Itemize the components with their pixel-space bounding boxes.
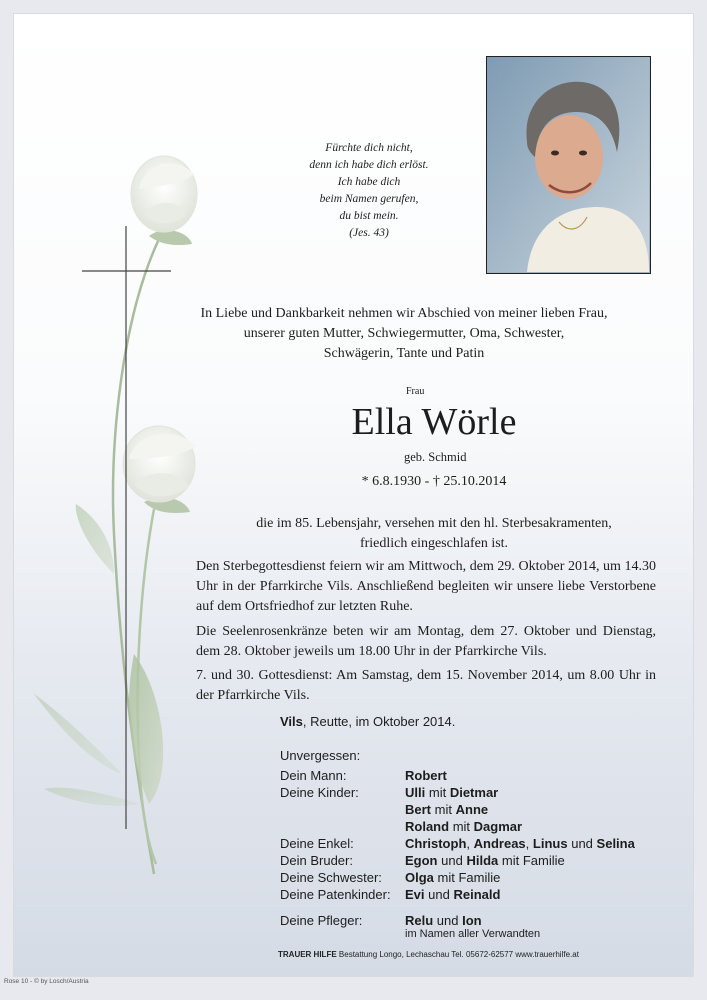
passing-line: die im 85. Lebensjahr, versehen mit den hl. Sterbesakramenten, [256, 516, 612, 531]
mourner-label: Deine Schwester: [280, 870, 382, 885]
mourner-name: Ion [462, 913, 482, 928]
farewell-intro [174, 304, 634, 364]
passing-note [204, 514, 664, 554]
mourner-label: Dein Bruder: [280, 853, 353, 868]
bible-quote [299, 140, 439, 242]
funeral-service-text: Den Sterbegottesdienst feiern wir am Mittwoch, dem 29. Oktober 2014, um 14.30 Uhr in der Pfarrkirche Vils. Anschließend begleiten wir unsere liebe Verstorbene auf dem Ortsfriedhof zur letzten Ruhe. [196, 559, 656, 614]
connector: und [441, 853, 463, 868]
intro-line: In Liebe und Dankbarkeit nehmen wir Abschied von meiner lieben Frau, [200, 306, 608, 321]
place-town: Vils [280, 714, 303, 729]
place-and-date [280, 714, 455, 729]
mourners-heading: Unvergessen: [280, 748, 361, 763]
mourner-name: Roland [405, 819, 450, 834]
mourner-row [280, 835, 635, 852]
portrait-photo [486, 56, 651, 274]
mourner-label: Deine Kinder: [280, 785, 359, 800]
footer-imprint [278, 950, 579, 959]
connector: , [466, 836, 471, 851]
mourner-row [280, 784, 635, 801]
mourner-row [280, 886, 635, 903]
connector: mit [428, 785, 447, 800]
quote-line: beim Namen gerufen, [319, 193, 419, 205]
mourner-name: Robert [405, 768, 447, 783]
obituary-card [14, 14, 693, 976]
place-rest: , Reutte, im Oktober 2014. [302, 714, 456, 729]
quote-source: (Jes. 43) [349, 227, 389, 239]
connector: mit Familie [437, 870, 501, 885]
rosary-text: Die Seelenrosenkränze beten wir am Montag, dem 27. Oktober und Dienstag, dem 28. Oktober jeweils um 18.00 Uhr in der Pfarrkirche Vils. [196, 624, 656, 659]
maiden-name: geb. Schmid [404, 450, 467, 464]
mourner-label: Deine Pfleger: [280, 913, 363, 928]
mourner-name: Hilda [466, 853, 499, 868]
mourners-list [280, 767, 635, 929]
mourner-row [280, 869, 635, 886]
mourner-name: Christoph [405, 836, 467, 851]
life-dates: * 6.8.1930 - † 25.10.2014 [361, 474, 507, 489]
mourner-name: Ulli [405, 785, 426, 800]
connector: mit Familie [501, 853, 565, 868]
relatives-note: im Namen aller Verwandten [405, 928, 541, 940]
quote-line: Fürchte dich nicht, [325, 142, 413, 154]
mourner-name: Selina [596, 836, 635, 851]
mourner-row [280, 818, 635, 835]
mourner-name: Dagmar [473, 819, 523, 834]
intro-line: unserer guten Mutter, Schwiegermutter, Oma, Schwester, [243, 326, 565, 341]
connector: , [525, 836, 530, 851]
mourner-row [280, 801, 635, 818]
footer-brand: TRAUER HILFE [278, 950, 337, 959]
connector: und [428, 887, 450, 902]
intro-line: Schwägerin, Tante und Patin [323, 346, 485, 361]
mourner-name: Relu [405, 913, 434, 928]
mourner-label: Deine Patenkinder: [280, 887, 391, 902]
mourner-name: Reinald [453, 887, 501, 902]
quote-line: Ich habe dich [337, 176, 401, 188]
deceased-name: Ella Wörle [351, 401, 517, 443]
mourner-name: Anne [455, 802, 489, 817]
quote-line: denn ich habe dich erlöst. [309, 159, 429, 171]
mourner-label: Deine Enkel: [280, 836, 354, 851]
mourner-name: Linus [532, 836, 568, 851]
connector: mit [452, 819, 471, 834]
footer-text: Bestattung Longo, Lechaschau Tel. 05672-62577 www.trauerhilfe.at [338, 950, 579, 959]
passing-line: friedlich eingeschlafen ist. [359, 536, 509, 551]
mourner-name: Dietmar [449, 785, 499, 800]
mourner-name: Evi [405, 887, 425, 902]
mourner-row [280, 767, 635, 784]
memorial-mass-text: 7. und 30. Gottesdienst: Am Samstag, dem 15. November 2014, um 8.00 Uhr in der Pfarrkirche Vils. [196, 668, 656, 703]
connector: und [436, 913, 459, 928]
mourner-name: Bert [405, 802, 432, 817]
quote-line: du bist mein. [339, 210, 399, 222]
connector: mit [434, 802, 452, 817]
honorific: Frau [406, 386, 425, 397]
mourner-name: Egon [405, 853, 438, 868]
mourner-name: Andreas [473, 836, 526, 851]
portrait-illustration [487, 57, 649, 272]
mourner-row [280, 852, 635, 869]
mourner-label: Dein Mann: [280, 768, 347, 783]
mourner-name: Olga [405, 870, 434, 885]
copyright-note: Rose 10 - © by Losch/Austria [4, 978, 89, 985]
connector: und [571, 836, 593, 851]
mourner-row [280, 912, 635, 929]
white-roses-illustration [14, 14, 274, 976]
